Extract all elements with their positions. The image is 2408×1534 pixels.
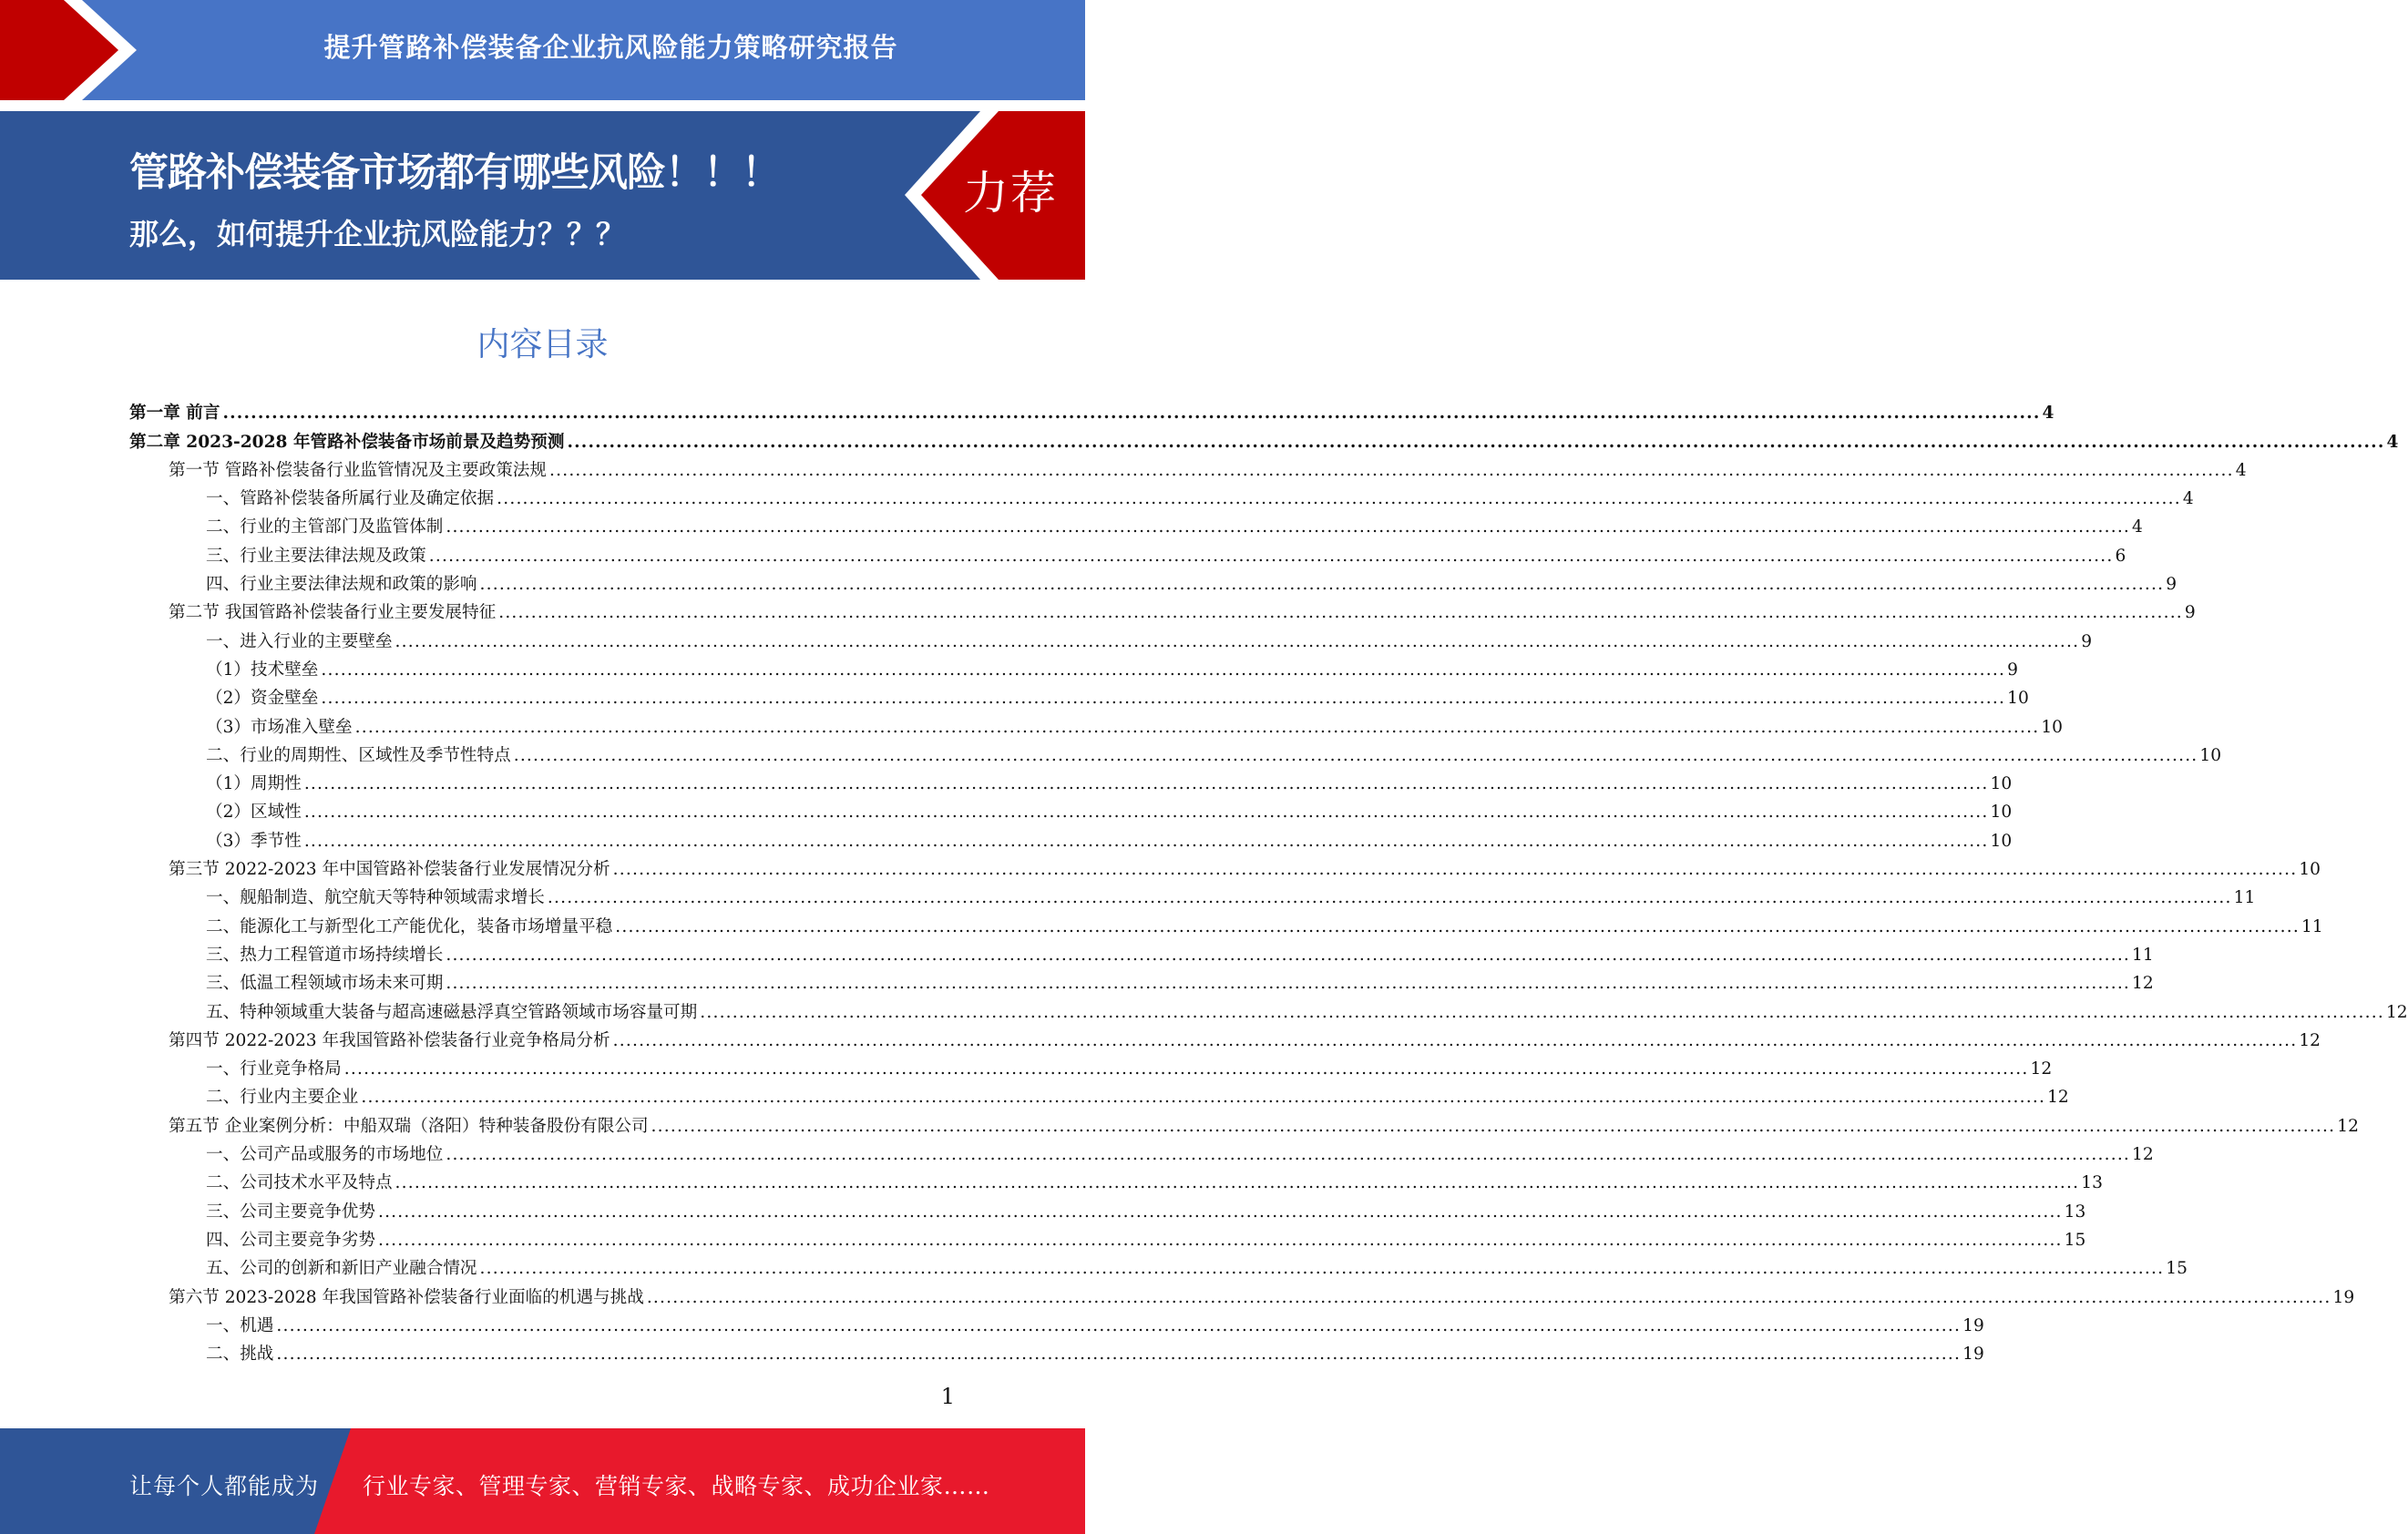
- toc-entry[interactable]: [129, 741, 2222, 770]
- report-title: 提升管路补偿装备企业抗风险能力策略研究报告: [323, 32, 898, 63]
- toc-leader-dots: ....................................................................................................................................................................................................................................................................: [303, 774, 1989, 794]
- toc-entry[interactable]: [129, 1226, 2086, 1254]
- toc-entry-page: 12: [2132, 1145, 2154, 1165]
- toc-entry[interactable]: [129, 798, 2013, 826]
- toc-leader-dots: ....................................................................................................................................................................................................................................................................: [446, 517, 2131, 537]
- toc-leader-dots: ....................................................................................................................................................................................................................................................................: [479, 575, 2165, 595]
- toc-entry-title: 三、低温工程领域市场未来可期: [206, 974, 444, 994]
- toc-entry-page: 13: [2064, 1202, 2086, 1222]
- footer-slogan-right: 行业专家、管理专家、营销专家、战略专家、成功企业家……: [363, 1473, 990, 1499]
- red-arrow-icon: [0, 0, 146, 100]
- toc-leader-dots: ....................................................................................................................................................................................................................................................................: [377, 1230, 2063, 1250]
- toc-entry-title: 三、公司主要竞争优势: [206, 1202, 375, 1222]
- toc-entry-page: 12: [2030, 1059, 2053, 1079]
- toc-leader-dots: ....................................................................................................................................................................................................................................................................: [446, 945, 2131, 965]
- toc-leader-dots: ....................................................................................................................................................................................................................................................................: [303, 803, 1989, 823]
- toc-entry[interactable]: [129, 541, 2126, 569]
- toc-leader-dots: ....................................................................................................................................................................................................................................................................: [612, 860, 2298, 880]
- toc-entry[interactable]: [129, 884, 2256, 912]
- toc-entry[interactable]: [129, 427, 2399, 455]
- toc-entry[interactable]: [129, 712, 2063, 741]
- toc-entry-page: 4: [2042, 404, 2054, 424]
- recommend-tag: 力荐: [963, 167, 1058, 220]
- hero-banner: [0, 111, 1085, 280]
- toc-entry-title: 一、行业竞争格局: [206, 1059, 342, 1079]
- toc-entry-page: 4: [2386, 432, 2399, 452]
- toc-entry-title: 第四节 2022-2023 年我国管路补偿装备行业竞争格局分析: [169, 1030, 610, 1050]
- toc-entry[interactable]: [129, 855, 2321, 884]
- toc-entry-page: 12: [2337, 1116, 2359, 1136]
- toc-entry-title: 一、公司产品或服务的市场地位: [206, 1145, 444, 1165]
- toc-leader-dots: ....................................................................................................................................................................................................................................................................: [548, 460, 2234, 480]
- toc-entry-page: 4: [2132, 517, 2143, 537]
- toc-entry-page: 4: [2235, 460, 2247, 480]
- toc-entry-page: 9: [2166, 575, 2177, 595]
- toc-leader-dots: ....................................................................................................................................................................................................................................................................: [513, 745, 2198, 765]
- toc-entry-page: 15: [2166, 1259, 2188, 1279]
- toc-leader-dots: ....................................................................................................................................................................................................................................................................: [343, 1059, 2029, 1079]
- toc-entry[interactable]: [129, 826, 2013, 854]
- toc-entry[interactable]: [129, 770, 2013, 798]
- toc-entry-page: 10: [2299, 860, 2321, 880]
- toc-entry-page: 4: [2182, 489, 2194, 509]
- toc-entry-page: 19: [2332, 1287, 2355, 1307]
- footer-slogan-left: 让每个人都能成为: [129, 1473, 320, 1499]
- top-banner: [0, 0, 1085, 100]
- toc-entry[interactable]: [129, 1197, 2086, 1225]
- toc-entry-page: 10: [1990, 774, 2013, 794]
- toc-entry[interactable]: [129, 513, 2143, 541]
- toc-entry[interactable]: [129, 1283, 2355, 1311]
- toc-entry[interactable]: [129, 570, 2177, 598]
- toc-entry-title: （3）市场准入壁垒: [206, 717, 353, 737]
- toc-entry-page: 10: [1990, 831, 2013, 851]
- toc-entry-title: 一、机遇: [206, 1315, 274, 1335]
- toc-entry-title: （1）技术壁垒: [206, 660, 319, 680]
- toc-leader-dots: ....................................................................................................................................................................................................................................................................: [479, 1259, 2165, 1279]
- toc-entry-page: 12: [2047, 1088, 2069, 1108]
- toc-entry-title: 三、行业主要法律法规及政策: [206, 546, 426, 566]
- toc-leader-dots: ....................................................................................................................................................................................................................................................................: [700, 1002, 2384, 1022]
- toc-entry-title: 二、行业内主要企业: [206, 1088, 359, 1108]
- toc-entry-title: 四、公司主要竞争劣势: [206, 1230, 375, 1250]
- toc-leader-dots: ....................................................................................................................................................................................................................................................................: [497, 489, 2181, 509]
- toc-leader-dots: ....................................................................................................................................................................................................................................................................: [615, 916, 2300, 936]
- toc-entry[interactable]: [129, 399, 2054, 427]
- toc-entry[interactable]: [129, 485, 2194, 513]
- toc-entry-title: （2）区域性: [206, 803, 302, 823]
- toc-entry-title: 第三节 2022-2023 年中国管路补偿装备行业发展情况分析: [169, 860, 610, 880]
- toc-leader-dots: ....................................................................................................................................................................................................................................................................: [498, 603, 2183, 623]
- toc-entry-page: 10: [2199, 745, 2222, 765]
- toc-entry-title: （2）资金壁垒: [206, 689, 319, 709]
- toc-entry[interactable]: [129, 941, 2154, 969]
- toc-entry-page: 12: [2299, 1030, 2321, 1050]
- toc-entry-title: （3）季节性: [206, 831, 302, 851]
- toc-entry-page: 19: [1962, 1345, 1984, 1365]
- toc-entry-page: 19: [1962, 1315, 1984, 1335]
- toc-leader-dots: ....................................................................................................................................................................................................................................................................: [377, 1202, 2063, 1222]
- hero-subheadline: 那么，如何提升企业抗风险能力？？？: [129, 217, 626, 251]
- toc-heading: 内容目录: [476, 326, 609, 363]
- toc-entry-title: 五、特种领域重大装备与超高速磁悬浮真空管路领域市场容量可期: [206, 1002, 698, 1022]
- toc-entry-page: 10: [1990, 803, 2013, 823]
- toc-list: [129, 399, 2408, 1368]
- page-number: 1: [940, 1384, 955, 1409]
- toc-entry[interactable]: [129, 684, 2029, 712]
- toc-leader-dots: ....................................................................................................................................................................................................................................................................: [395, 631, 2080, 651]
- toc-entry-page: 15: [2064, 1230, 2086, 1250]
- toc-entry-title: （1）周期性: [206, 774, 302, 794]
- toc-entry-title: 第一章 前言: [129, 404, 220, 424]
- toc-entry-title: 第五节 企业案例分析：中船双瑞（洛阳）特种装备股份有限公司: [169, 1116, 649, 1136]
- toc-entry[interactable]: [129, 1312, 1984, 1340]
- toc-entry-title: 二、挑战: [206, 1345, 274, 1365]
- toc-leader-dots: ....................................................................................................................................................................................................................................................................: [303, 831, 1989, 851]
- toc-leader-dots: ....................................................................................................................................................................................................................................................................: [547, 888, 2232, 908]
- toc-entry[interactable]: [129, 656, 2018, 684]
- toc-entry[interactable]: [129, 1083, 2069, 1111]
- toc-leader-dots: ....................................................................................................................................................................................................................................................................: [612, 1030, 2298, 1050]
- toc-entry-page: 10: [2041, 717, 2063, 737]
- toc-entry[interactable]: [129, 997, 2408, 1026]
- toc-entry-page: 9: [2081, 631, 2093, 651]
- toc-entry[interactable]: [129, 1169, 2103, 1197]
- toc-leader-dots: ....................................................................................................................................................................................................................................................................: [395, 1173, 2080, 1193]
- toc-entry-title: 第六节 2023-2028 年我国管路补偿装备行业面临的机遇与挑战: [169, 1287, 644, 1307]
- toc-entry-title: 一、管路补偿装备所属行业及确定依据: [206, 489, 495, 509]
- toc-entry-title: 第二章 2023-2028 年管路补偿装备市场前景及趋势预测: [129, 432, 565, 452]
- toc-entry-title: 三、热力工程管道市场持续增长: [206, 945, 444, 965]
- toc-leader-dots: ....................................................................................................................................................................................................................................................................: [276, 1315, 1962, 1335]
- toc-entry-title: 二、行业的周期性、区域性及季节性特点: [206, 745, 511, 765]
- toc-entry-title: 一、进入行业的主要壁垒: [206, 631, 393, 651]
- toc-entry-page: 6: [2115, 546, 2126, 566]
- toc-entry-page: 12: [2385, 1002, 2408, 1022]
- toc-leader-dots: ....................................................................................................................................................................................................................................................................: [222, 404, 2041, 424]
- toc-entry-page: 9: [2007, 660, 2018, 680]
- toc-leader-dots: ....................................................................................................................................................................................................................................................................: [321, 660, 2006, 680]
- toc-entry[interactable]: [129, 912, 2323, 940]
- toc-entry[interactable]: [129, 456, 2247, 485]
- toc-entry-title: 第一节 管路补偿装备行业监管情况及主要政策法规: [169, 460, 547, 480]
- toc-leader-dots: ....................................................................................................................................................................................................................................................................: [446, 1145, 2131, 1165]
- toc-leader-dots: ....................................................................................................................................................................................................................................................................: [567, 432, 2385, 452]
- toc-entry[interactable]: [129, 1111, 2359, 1140]
- toc-leader-dots: ....................................................................................................................................................................................................................................................................: [354, 717, 2040, 737]
- toc-entry-page: 11: [2300, 916, 2323, 936]
- toc-leader-dots: ....................................................................................................................................................................................................................................................................: [276, 1345, 1962, 1365]
- toc-entry-page: 12: [2132, 974, 2154, 994]
- toc-entry[interactable]: [129, 598, 2196, 627]
- toc-entry-page: 11: [2132, 945, 2154, 965]
- toc-entry-title: 一、舰船制造、航空航天等特种领域需求增长: [206, 888, 545, 908]
- toc-entry[interactable]: [129, 1140, 2154, 1169]
- toc-leader-dots: ....................................................................................................................................................................................................................................................................: [428, 546, 2114, 566]
- toc-entry[interactable]: [129, 627, 2093, 655]
- toc-entry[interactable]: [129, 1340, 1984, 1368]
- toc-entry-title: 五、公司的创新和新旧产业融合情况: [206, 1259, 477, 1279]
- toc-entry[interactable]: [129, 1254, 2188, 1283]
- toc-entry[interactable]: [129, 969, 2154, 997]
- toc-entry-title: 二、公司技术水平及特点: [206, 1173, 393, 1193]
- toc-entry-title: 二、行业的主管部门及监管体制: [206, 517, 444, 537]
- toc-leader-dots: ....................................................................................................................................................................................................................................................................: [446, 974, 2131, 994]
- toc-entry-title: 第二节 我国管路补偿装备行业主要发展特征: [169, 603, 497, 623]
- toc-leader-dots: ....................................................................................................................................................................................................................................................................: [651, 1116, 2336, 1136]
- toc-entry[interactable]: [129, 1055, 2053, 1083]
- toc-entry[interactable]: [129, 1027, 2321, 1055]
- toc-leader-dots: ....................................................................................................................................................................................................................................................................: [361, 1088, 2046, 1108]
- hero-headline: 管路补偿装备市场都有哪些风险！！！: [129, 150, 780, 196]
- toc-leader-dots: ....................................................................................................................................................................................................................................................................: [646, 1287, 2331, 1307]
- toc-entry-page: 10: [2007, 689, 2029, 709]
- toc-entry-page: 13: [2081, 1173, 2103, 1193]
- toc-leader-dots: ....................................................................................................................................................................................................................................................................: [321, 689, 2006, 709]
- toc-entry-page: 9: [2184, 603, 2196, 623]
- toc-entry-title: 二、能源化工与新型化工产能优化，装备市场增量平稳: [206, 916, 613, 936]
- footer-banner: [0, 1428, 1085, 1534]
- toc-entry-title: 四、行业主要法律法规和政策的影响: [206, 575, 477, 595]
- toc-entry-page: 11: [2233, 888, 2256, 908]
